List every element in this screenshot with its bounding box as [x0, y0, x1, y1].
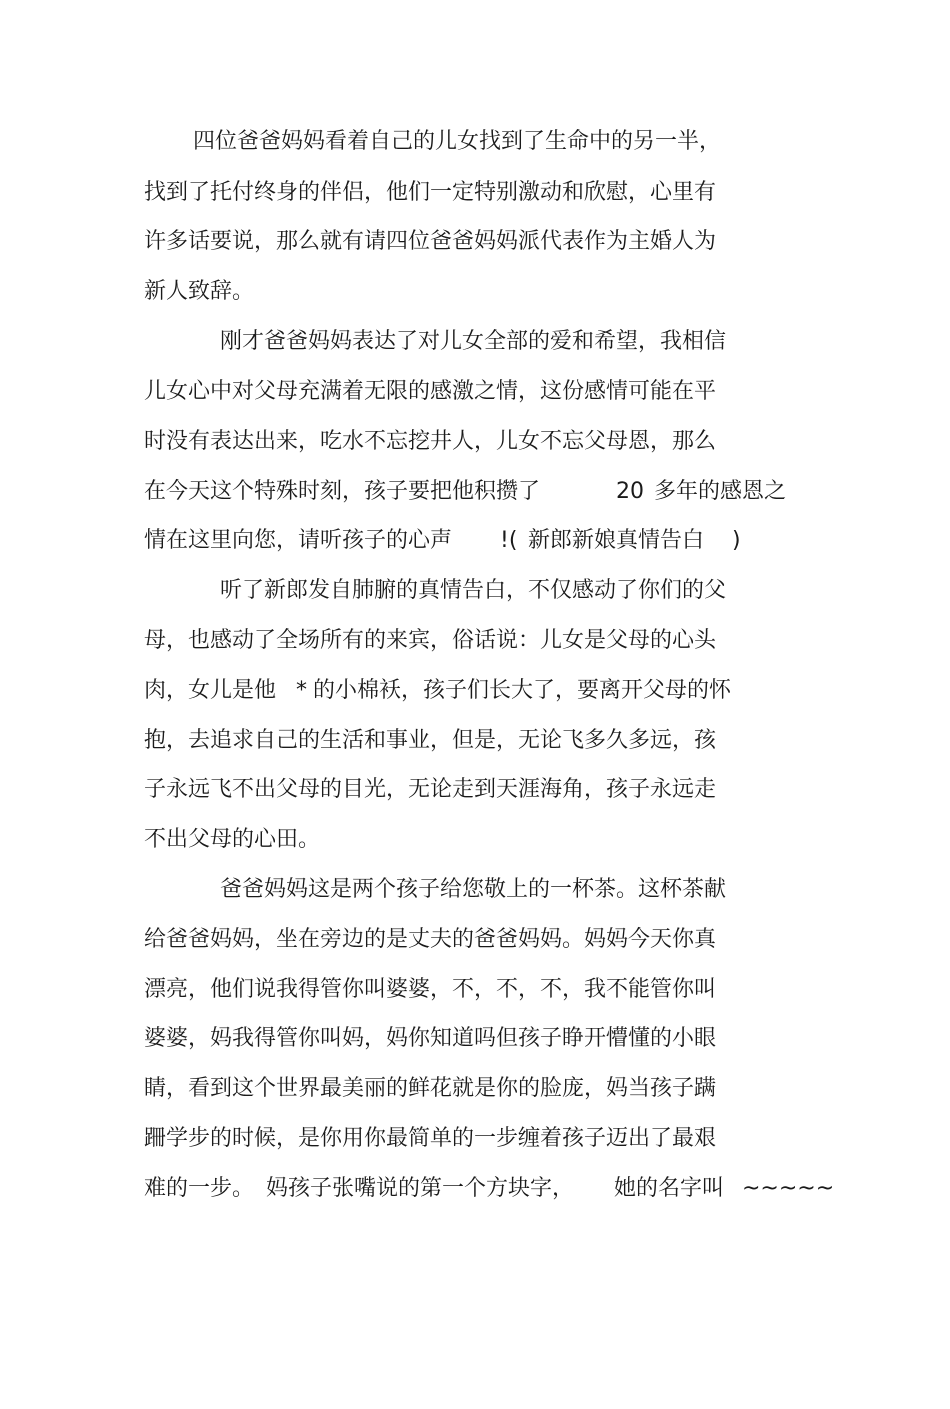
- text-segment: 婆婆，妈我得管你叫妈，妈你知道吗但孩子睁开懵懂的小眼: [144, 1026, 717, 1051]
- text-segment: 刚才爸爸妈妈表达了对儿女全部的爱和希望，我相信: [220, 329, 727, 354]
- paragraph-line: [0, 1069, 717, 1109]
- punctuation-segment: ): [732, 528, 741, 553]
- paragraph-line: [0, 422, 717, 462]
- text-segment: 新郎新娘真情告白: [528, 528, 705, 553]
- text-segment: 时没有表达出来，吃水不忘挖井人，儿女不忘父母恩，那么: [144, 429, 717, 454]
- text-segment: 找到了托付终身的伴侣，他们一定特别激动和欣慰，心里有: [144, 180, 717, 205]
- paragraph-line: [0, 122, 722, 162]
- paragraph-line: [0, 472, 787, 512]
- paragraph-line: [0, 322, 727, 362]
- text-segment: 给爸爸妈妈，坐在旁边的是丈夫的爸爸妈妈。妈妈今天你真: [144, 927, 717, 952]
- text-segment: 抱，去追求自己的生活和事业，但是，无论飞多久多远，孩: [144, 728, 717, 753]
- paragraph-line: [0, 1119, 717, 1159]
- paragraph-line: [0, 222, 717, 262]
- paragraph-line: [0, 1169, 835, 1209]
- paragraph-line: [0, 372, 717, 412]
- text-segment: 难的一步。: [144, 1176, 255, 1201]
- paragraph-line: [0, 970, 717, 1010]
- paragraph-line: [0, 1019, 717, 1059]
- text-segment: 她的名字叫: [614, 1176, 725, 1201]
- text-segment: 母，也感动了全场所有的来宾，俗话说：儿女是父母的心头: [144, 628, 717, 653]
- text-segment: 肉，女儿是他: [144, 678, 277, 703]
- paragraph-line: [0, 621, 717, 661]
- text-segment: 妈孩子张嘴说的第一个方块字，: [266, 1176, 575, 1201]
- text-segment: 新人致辞。: [144, 279, 255, 304]
- text-segment: 许多话要说，那么就有请四位爸爸妈妈派代表作为主婚人为: [144, 229, 717, 254]
- text-segment: 多年的感恩之: [654, 479, 787, 504]
- punctuation-segment: !(: [500, 528, 518, 553]
- paragraph-line: [0, 173, 717, 213]
- punctuation-segment: *: [296, 678, 307, 703]
- text-segment: 睛，看到这个世界最美丽的鲜花就是你的脸庞，妈当孩子蹒: [144, 1076, 717, 1101]
- paragraph-line: [0, 272, 255, 312]
- paragraph-line: [0, 820, 321, 860]
- text-segment: 不出父母的心田。: [144, 827, 321, 852]
- text-segment: ~~~~~: [742, 1176, 835, 1201]
- paragraph-line: [0, 571, 727, 611]
- text-segment: 四位爸爸妈妈看着自己的儿女找到了生命中的另一半，: [193, 129, 722, 154]
- text-segment: 漂亮，他们说我得管你叫婆婆，不，不，不，我不能管你叫: [144, 977, 717, 1002]
- paragraph-line: [0, 870, 727, 910]
- number-segment: 20: [616, 479, 644, 504]
- text-segment: 在今天这个特殊时刻，孩子要把他积攒了: [144, 479, 541, 504]
- text-segment: 爸爸妈妈这是两个孩子给您敬上的一杯茶。这杯茶献: [220, 877, 727, 902]
- paragraph-line: [0, 770, 717, 810]
- paragraph-line: [0, 671, 732, 711]
- text-segment: 情在这里向您，请听孩子的心声: [144, 528, 453, 553]
- paragraph-line: [0, 521, 741, 561]
- paragraph-line: [0, 920, 717, 960]
- text-segment: 子永远飞不出父母的目光，无论走到天涯海角，孩子永远走: [144, 777, 717, 802]
- paragraph-line: [0, 721, 717, 761]
- text-segment: 跚学步的时候，是你用你最简单的一步缠着孩子迈出了最艰: [144, 1126, 717, 1151]
- text-segment: 听了新郎发自肺腑的真情告白，不仅感动了你们的父: [220, 578, 727, 603]
- text-segment: 的小棉袄，孩子们长大了，要离开父母的怀: [313, 678, 732, 703]
- text-segment: 儿女心中对父母充满着无限的感激之情，这份感情可能在平: [144, 379, 717, 404]
